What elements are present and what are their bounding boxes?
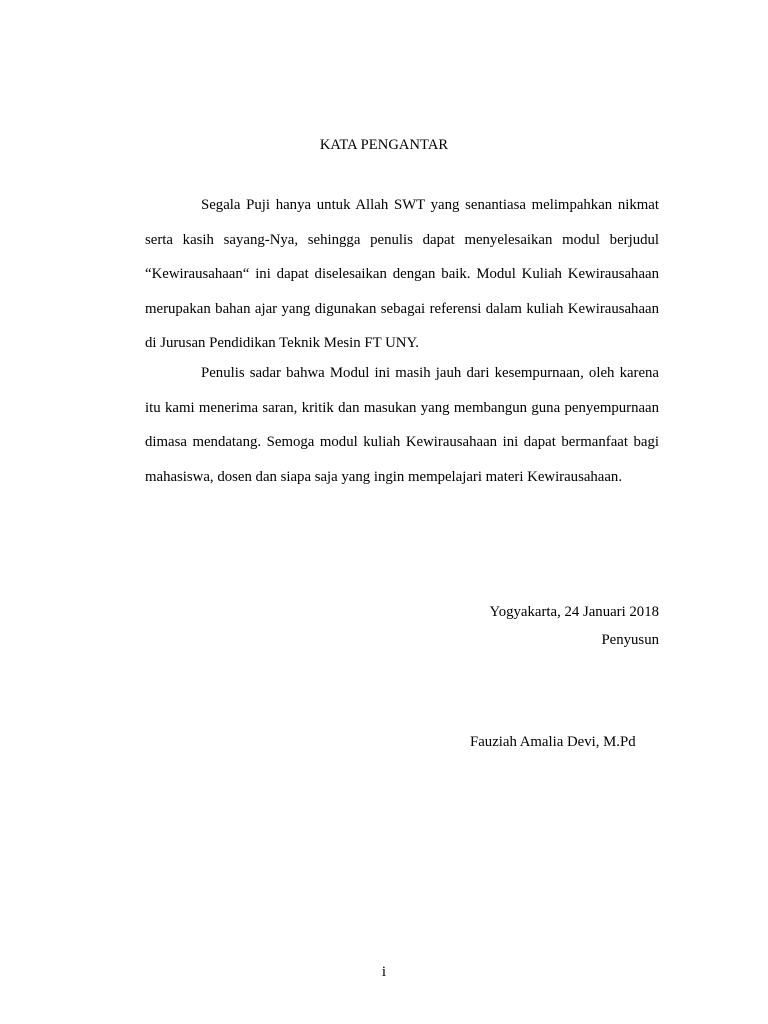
paragraph-acknowledgement: Penulis sadar bahwa Modul ini masih jauh dari kesempurnaan, oleh karena itu kami menerima saran, kritik dan masukan yang membangun guna penyempurnaan dimasa mendatang. Semoga modul kuliah Kewirausahaan ini dapat bermanfaat bagi mahasiswa, dosen dan siapa saja yang ingin mempelajari materi Kewirausahaan. bbox=[145, 365, 659, 485]
signer-name: Fauziah Amalia Devi, M.Pd bbox=[470, 734, 636, 750]
page-number: i bbox=[381, 964, 387, 980]
paragraph-intro: Segala Puji hanya untuk Allah SWT yang senantiasa melimpahkan nikmat serta kasih sayang-Nya, sehingga penulis dapat menyelesaikan modul berjudul “Kewirausahaan“ ini dapat diselesaikan dengan baik. Modul Kuliah Kewirausahaan merupakan bahan ajar yang digunakan sebagai referensi dalam kuliah Kewirausahaan di Jurusan Pendidikan Teknik Mesin FT UNY. bbox=[145, 197, 659, 351]
author-role: Penyusun bbox=[601, 632, 659, 648]
place-date: Yogyakarta, 24 Januari 2018 bbox=[489, 604, 659, 620]
page-title: KATA PENGANTAR bbox=[319, 137, 449, 153]
